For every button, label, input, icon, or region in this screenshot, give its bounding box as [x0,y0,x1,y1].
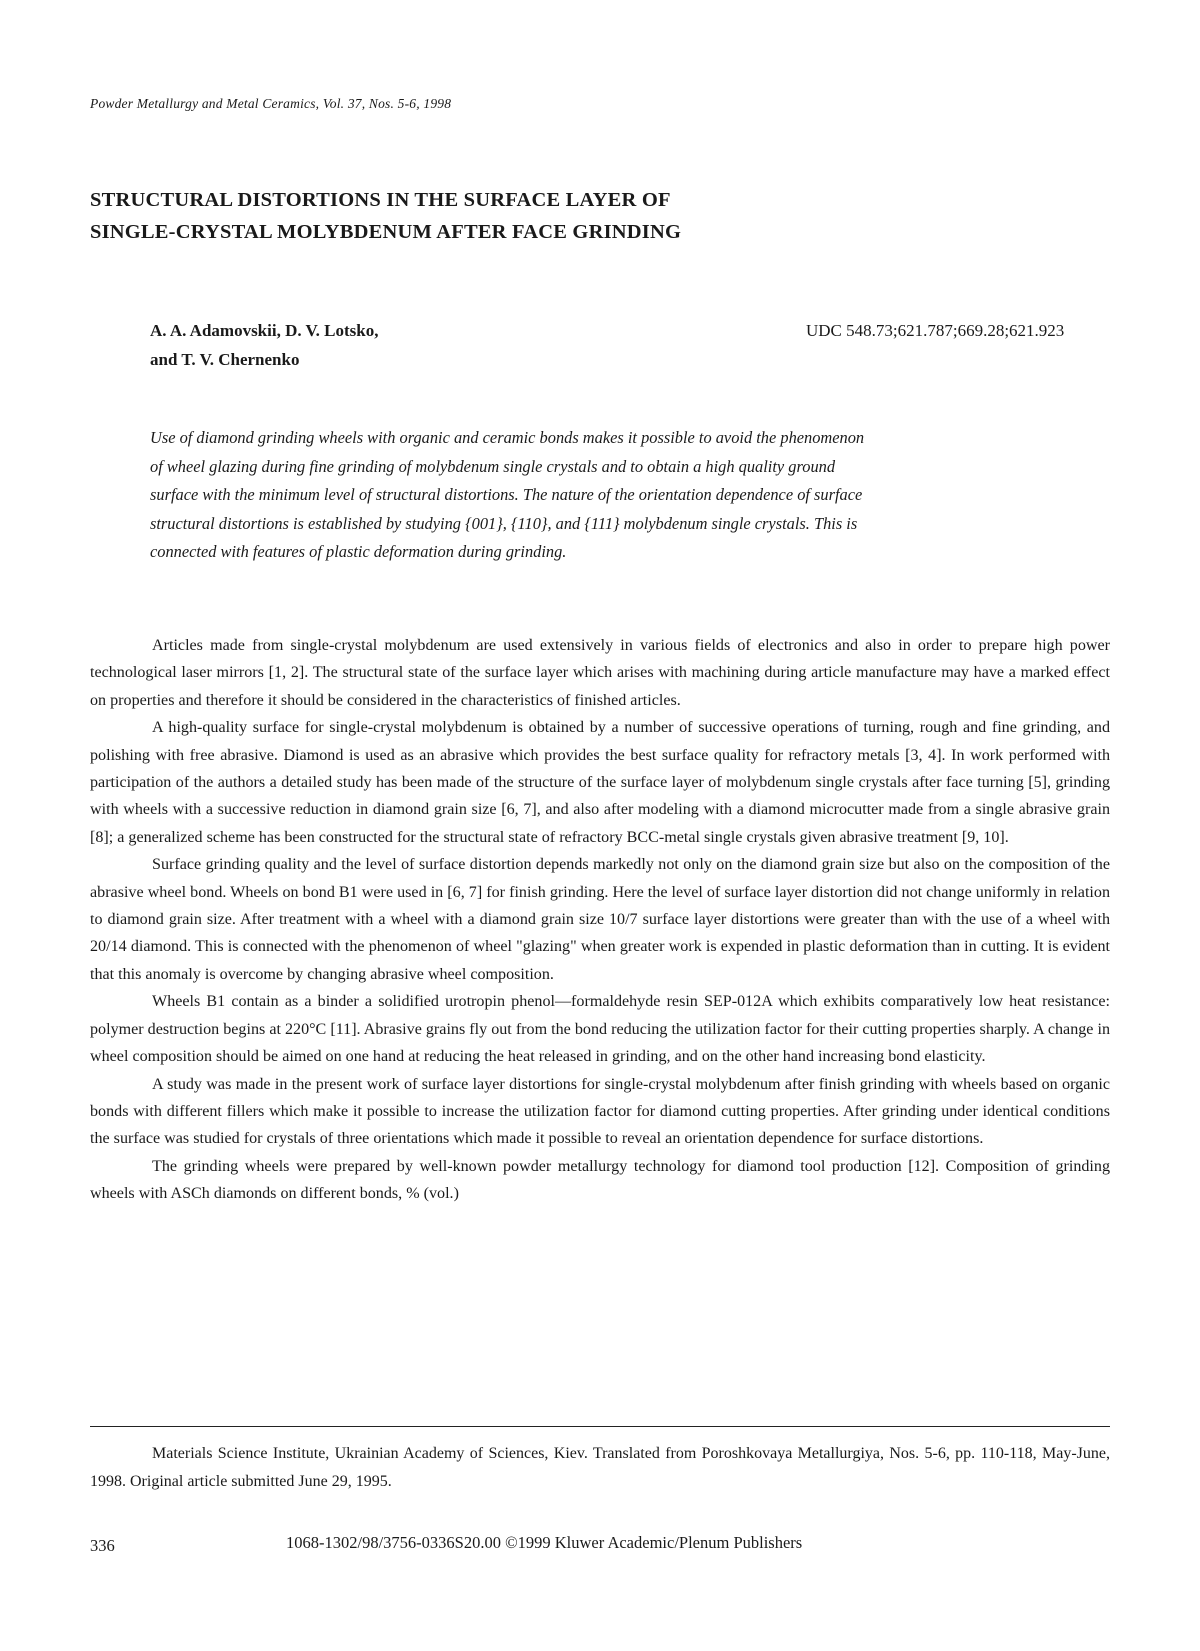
publisher-code: 1068-1302/98/3756-0336S20.00 ©1999 Kluwer Academic/Plenum Publishers [286,1533,803,1552]
title-line: STRUCTURAL DISTORTIONS IN THE SURFACE LAYER OF [90,189,671,211]
body-paragraph: Articles made from single-crystal molybdenum are used extensively in various fields of electronics and also in order to prepare high power technological laser mirrors [1, 2]. The structural state of the surface layer which arises with machining during article manufacture may have a marked effect on properties and therefore it should be considered in the characteristics of finished articles. [90,637,1110,709]
title-line: SINGLE-CRYSTAL MOLYBDENUM AFTER FACE GRINDING [90,221,682,243]
footnote-text: Materials Science Institute, Ukrainian Academy of Sciences, Kiev. Translated from Poroshkovaya Metallurgiya, Nos. 5-6, pp. 110-118, May-June, 1998. Original article submitted June 29, 1995. [90,1445,1110,1490]
author-list [150,316,378,374]
abstract-line: structural distortions is established by studying {001}, {110}, and {111} molybdenum single crystals. This is [150,513,858,533]
body-paragraph: A study was made in the present work of surface layer distortions for single-crystal molybdenum after finish grinding with wheels based on organic bonds with different fillers which make it possible to increase the utilization factor for diamond cutting properties. After grinding under identical conditions the surface was studied for crystals of three orientations which made it possible to reveal an orientation dependence for surface distortions. [90,1075,1110,1148]
abstract-line: of wheel glazing during fine grinding of molybdenum single crystals and to obtain a high quality ground [150,456,836,476]
abstract-line: Use of diamond grinding wheels with organic and ceramic bonds makes it possible to avoid the phenomenon [150,428,865,447]
abstract-line: surface with the minimum level of structural distortions. The nature of the orientation dependence of surface [150,485,863,504]
body-paragraph: A high-quality surface for single-crystal molybdenum is obtained by a number of successive operations of turning, rough and fine grinding, and polishing with free abrasive. Diamond is used as an abrasive which provides the best surface quality for refractory metals [3, 4]. In work performed with participation of the authors a detailed study has been made of the structure of the surface layer of molybdenum single crystals after face turning [5], grinding with wheels with a successive reduction in diamond grain size [6, 7], and also after modeling with a diamond microcutter made from a single abrasive grain [8]; a generalized scheme has been constructed for the structural state of refractory BCC-metal single crystals given abrasive treatment [9, 10]. [90,719,1110,846]
body-paragraph: Surface grinding quality and the level of surface distortion depends markedly not only on the diamond grain size but also on the composition of the abrasive wheel bond. Wheels on bond B1 were used in [6, 7] for finish grinding. Here the level of surface layer distortion did not change uniformly in relation to diamond grain size. After treatment with a wheel with a diamond grain size 10/7 surface layer distortions were greater than with the use of a wheel with 20/14 diamond. This is connected with the phenomenon of wheel "glazing" when greater work is expended in plastic deformation than in cutting. It is evident that this anomaly is overcome by changing abrasive wheel composition. [90,856,1110,983]
author-line: A. A. Adamovskii, D. V. Lotsko, [150,321,379,340]
article-title [90,184,990,248]
body-text [90,632,1110,1208]
abstract [150,424,1110,567]
page-number: 336 [90,1536,115,1555]
footnote-divider [90,1426,1110,1427]
footnote [90,1440,1110,1496]
udc-code: UDC 548.73;621.787;669.28;621.923 [806,321,1065,340]
author-line: and T. V. Chernenko [150,350,300,369]
abstract-line: connected with features of plastic deformation during grinding. [150,542,567,561]
body-paragraph: Wheels B1 contain as a binder a solidified urotropin phenol—formaldehyde resin SEP-012A which exhibits comparatively low heat resistance: polymer destruction begins at 220°C [11]. Abrasive grains fly out from the bond reducing the utilization factor for their cutting properties sharply. A change in wheel composition should be aimed on one hand at reducing the heat released in grinding, and on the other hand increasing bond elasticity. [90,993,1110,1066]
journal-header: Powder Metallurgy and Metal Ceramics, Vol. 37, Nos. 5-6, 1998 [90,96,452,111]
body-paragraph: The grinding wheels were prepared by well-known powder metallurgy technology for diamond tool production [12]. Composition of grinding wheels with ASCh diamonds on different bonds, % (vol.) [90,1157,1110,1203]
